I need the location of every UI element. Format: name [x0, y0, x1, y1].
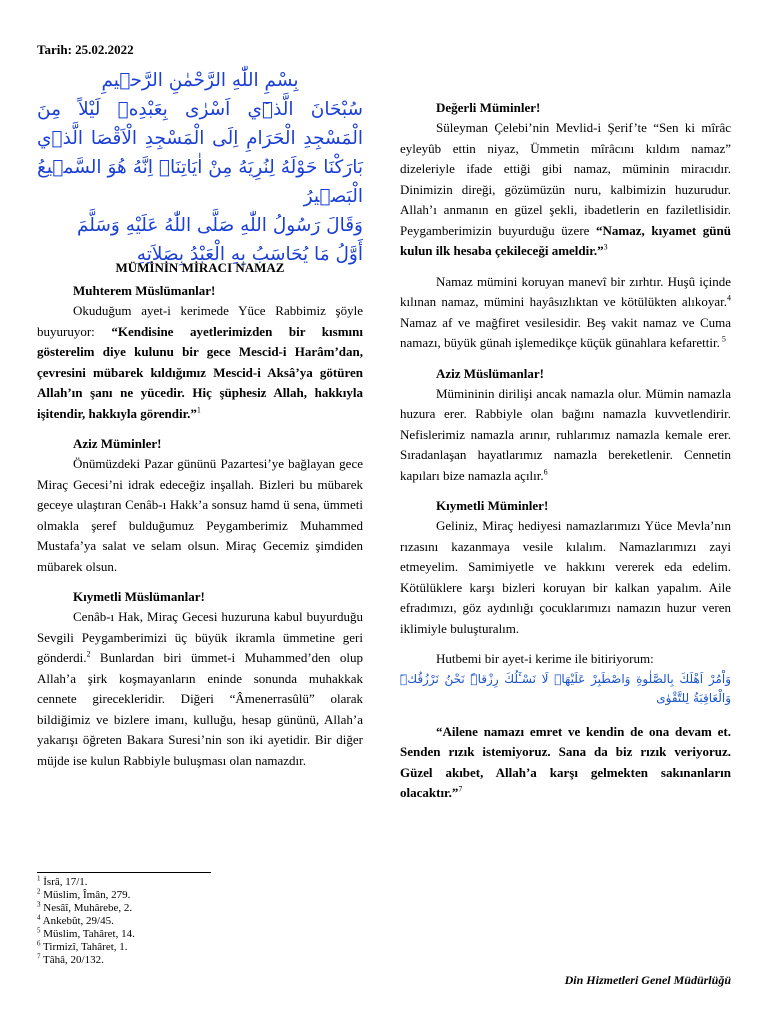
paragraph-text: Okuduğum ayet-i kerimede Yüce Rabbimiz şöyle buyuruyor:	[37, 303, 363, 339]
section-heading: Kıymetli Müslümanlar!	[73, 589, 205, 604]
footnote: $^5$ Müslim, Tahâret, 14.	[37, 926, 135, 940]
hadith-arabic: أَوَّلُ مَا يُحَاسَبُ بِهِ الْعَبْدُ بِصَلاَتِهِ	[136, 244, 363, 265]
verse-translation: “Kendisine ayetlerimizden bir kısmını gösterelim diye kulunu bir gece Mescid-i Harâm’dan, çevresini mübarek kıldığımız Mescid-i Aksâ’ya götüren Allah’ın şanı ne yücedir. Hiç şüphesiz Allah, hakkıyla işitendir, hakkıyla görendir.”	[37, 323, 363, 421]
paragraph-text: Önümüzdeki Pazar gününü Pazartesi’ye bağlayan gece Miraç Gecesi’ni idrak edeceğiz inşallah. Bizleri bu mübarek geceye ulaştıran Cenâb-ı Hakk’a sonsuz hamd ü sena, ümmeti olmakla şeref bulduğumuz Peygamberimiz Muhammed Mustafa’ya salat ve selam olsun. Miraç Gecemiz şimdiden mübarek olsun.	[37, 456, 363, 574]
footnote-ref: 4	[727, 293, 731, 303]
footnote: $^4$ Ankebût, 29/45.	[37, 913, 114, 927]
footnote: $^3$ Nesâî, Muhârebe, 2.	[37, 900, 133, 914]
closing-verse-arabic: وَاْمُرْ اَهْلَكَ بِالصَّلٰوةِ وَاصْطَبِرْ عَلَيْهَاۜ لَا نَسْـَٔلُكَ رِزْقاًۜ نَحْنُ نَرْزُقُكَۜ وَالْعَاقِبَةُ لِلتَّقْوٰى	[400, 671, 731, 705]
footnote: $^1$ İsrâ, 17/1.	[37, 874, 88, 888]
closing-intro: Hutbemi bir ayet-i kerime ile bitiriyorum:	[436, 651, 654, 666]
paragraph-text: Namaz mümini koruyan manevî bir zırhtır. Huşû içinde kılınan namaz, mümini hayâsızlıktan ve kötülükten alıkoyar.	[400, 273, 731, 309]
date-line: Tarih: 25.02.2022	[37, 42, 134, 57]
paragraph-miraj	[37, 607, 363, 771]
publisher-footer: Din Hizmetleri Genel Müdürlüğü	[564, 973, 731, 987]
basmala-arabic: بِسْمِ اللّٰهِ الرَّحْمٰنِ الرَّح۪يمِ	[101, 70, 299, 91]
paragraph-text: Bunlardan biri ümmet-i Muhammed’den olup Allah’a şirk koşmayanların eninde sonunda muhakkak cennete girecekleridir. Diğeri “Âmenerrasûlü” olarak bildiğimiz ve bizlere imanı, kulluğu, hesap gününü, Allah’a yakarışı öğreten Bakara Suresi’nin son iki ayetidir. Bir diğer müjde ise kulun Rabbiyle buluşması olan namazdır.	[37, 650, 363, 768]
left-column	[37, 40, 363, 771]
footnote-divider	[37, 872, 211, 873]
footnote-ref: 6	[543, 467, 548, 477]
verse-arabic: سُبْحَانَ الَّذ۪ٓي اَسْرٰى بِعَبْدِه۪ لَيْلاً مِنَ الْمَسْجِدِ الْحَرَامِ اِلَى الْمَسْجِدِ الْاَقْصَا الَّذ۪ي بَارَكْنَا حَوْلَهُ لِنُرِيَهُ مِنْ اٰيَاتِنَاۜ اِنَّهُ هُوَ السَّم۪يعُ الْبَص۪يرُ	[37, 99, 363, 207]
footnotes	[37, 876, 367, 967]
footnote-ref: 3	[603, 242, 608, 252]
section-heading: Aziz Müslümanlar!	[436, 365, 544, 381]
paragraph-revival	[400, 384, 731, 487]
paragraph-mevlid	[400, 118, 731, 262]
section-heading: Kıymetli Müminler!	[436, 498, 549, 513]
paragraph-text: Mümininin dirilişi ancak namazla olur. Mümin namazla huzura erer. Rabbiyle olan bağını namazla kuvvetlendirir. Nefislerimiz namazla arınır, ruhlarımız namazla kemale erer. Sıradanlaşan hayatlarımız namazla bereketlenir. Cennetin kapıları bize namazla açılır.	[400, 385, 731, 483]
footnote-ref: 5	[719, 334, 726, 344]
paragraph-intro	[37, 301, 363, 424]
footnote: $^7$ Tâhâ, 20/132.	[37, 952, 104, 966]
closing-translation	[400, 722, 731, 804]
paragraph-armor	[400, 272, 731, 354]
footnote-ref: 7	[458, 784, 463, 794]
verse-translation: “Ailene namazı emret ve kendin de ona devam et. Senden rızık istemiyoruz. Sana da biz rızık veriyoruz. Güzel akıbet, Allah’a karşı gelmekten sakınanların olacaktır.”	[400, 723, 731, 800]
paragraph-text: Geliniz, Miraç hediyesi namazlarımızı Yüce Mevla’nın rızasını kazanmaya vesile kılalım. Namazlarımızı zayi etmeyelim. Samimiyetle ve hakkını vererek eda edelim. Kötülüklere karşı bizleri koruyan bir kalkan yapalım. Aile efradımızı, göz aydınlığı çocuklarımızı namazın huzur veren iklimiyle buluşturalım.	[400, 518, 731, 636]
hadith-translation: “Namaz, kıyamet günü kulun ilk hesaba çekileceği ameldir.”	[400, 222, 731, 258]
footnote-ref: 1	[196, 405, 201, 415]
footnote: $^6$ Tirmizî, Tahâret, 1.	[37, 939, 128, 953]
paragraph-text: Süleyman Çelebi’nin Mevlid-i Şerif’te “Sen ki mîrâc eyleyûb ettin niyaz, Ümmetin mîrâcını kıldım namaz” dizeleriyle ifade ettiği gibi namaz, müminin miracıdır. Dinimizin direği, gözümüzün nuru, kalbimizin huzurudur. Allah’ı anmanın en güzel şekli, ibadetlerin en faziletlisidir. Peygamberimizin buyurduğu üzere	[400, 120, 731, 238]
page-title: MÜMİNİN MİRACI NAMAZ	[115, 260, 285, 275]
paragraph-text: Cenâb-ı Hak, Miraç Gecesi huzuruna kabul buyurduğu Sevgili Peygamberimizi üç büyük ikramla ümmetine geri gönderdi.	[37, 609, 363, 665]
right-column	[400, 40, 731, 804]
hadith-intro-arabic: وَقَالَ رَسُولُ اللّٰهِ صَلَّى اللّٰهُ عَلَيْهِ وَسَلَّمَ	[76, 215, 363, 236]
footnote-ref: 2	[86, 649, 91, 659]
section-heading: Muhterem Müslümanlar!	[73, 283, 216, 298]
section-heading: Değerli Müminler!	[436, 100, 541, 115]
footnote: $^2$ Müslim, Îmân, 279.	[37, 887, 131, 901]
section-heading: Aziz Müminler!	[73, 436, 162, 451]
paragraph-text: Namaz af ve mağfiret vesilesidir. Beş vakit namaz ve Cuma namazı, büyük günah işlemedikçe küçük günahlara kefarettir.	[400, 314, 731, 350]
